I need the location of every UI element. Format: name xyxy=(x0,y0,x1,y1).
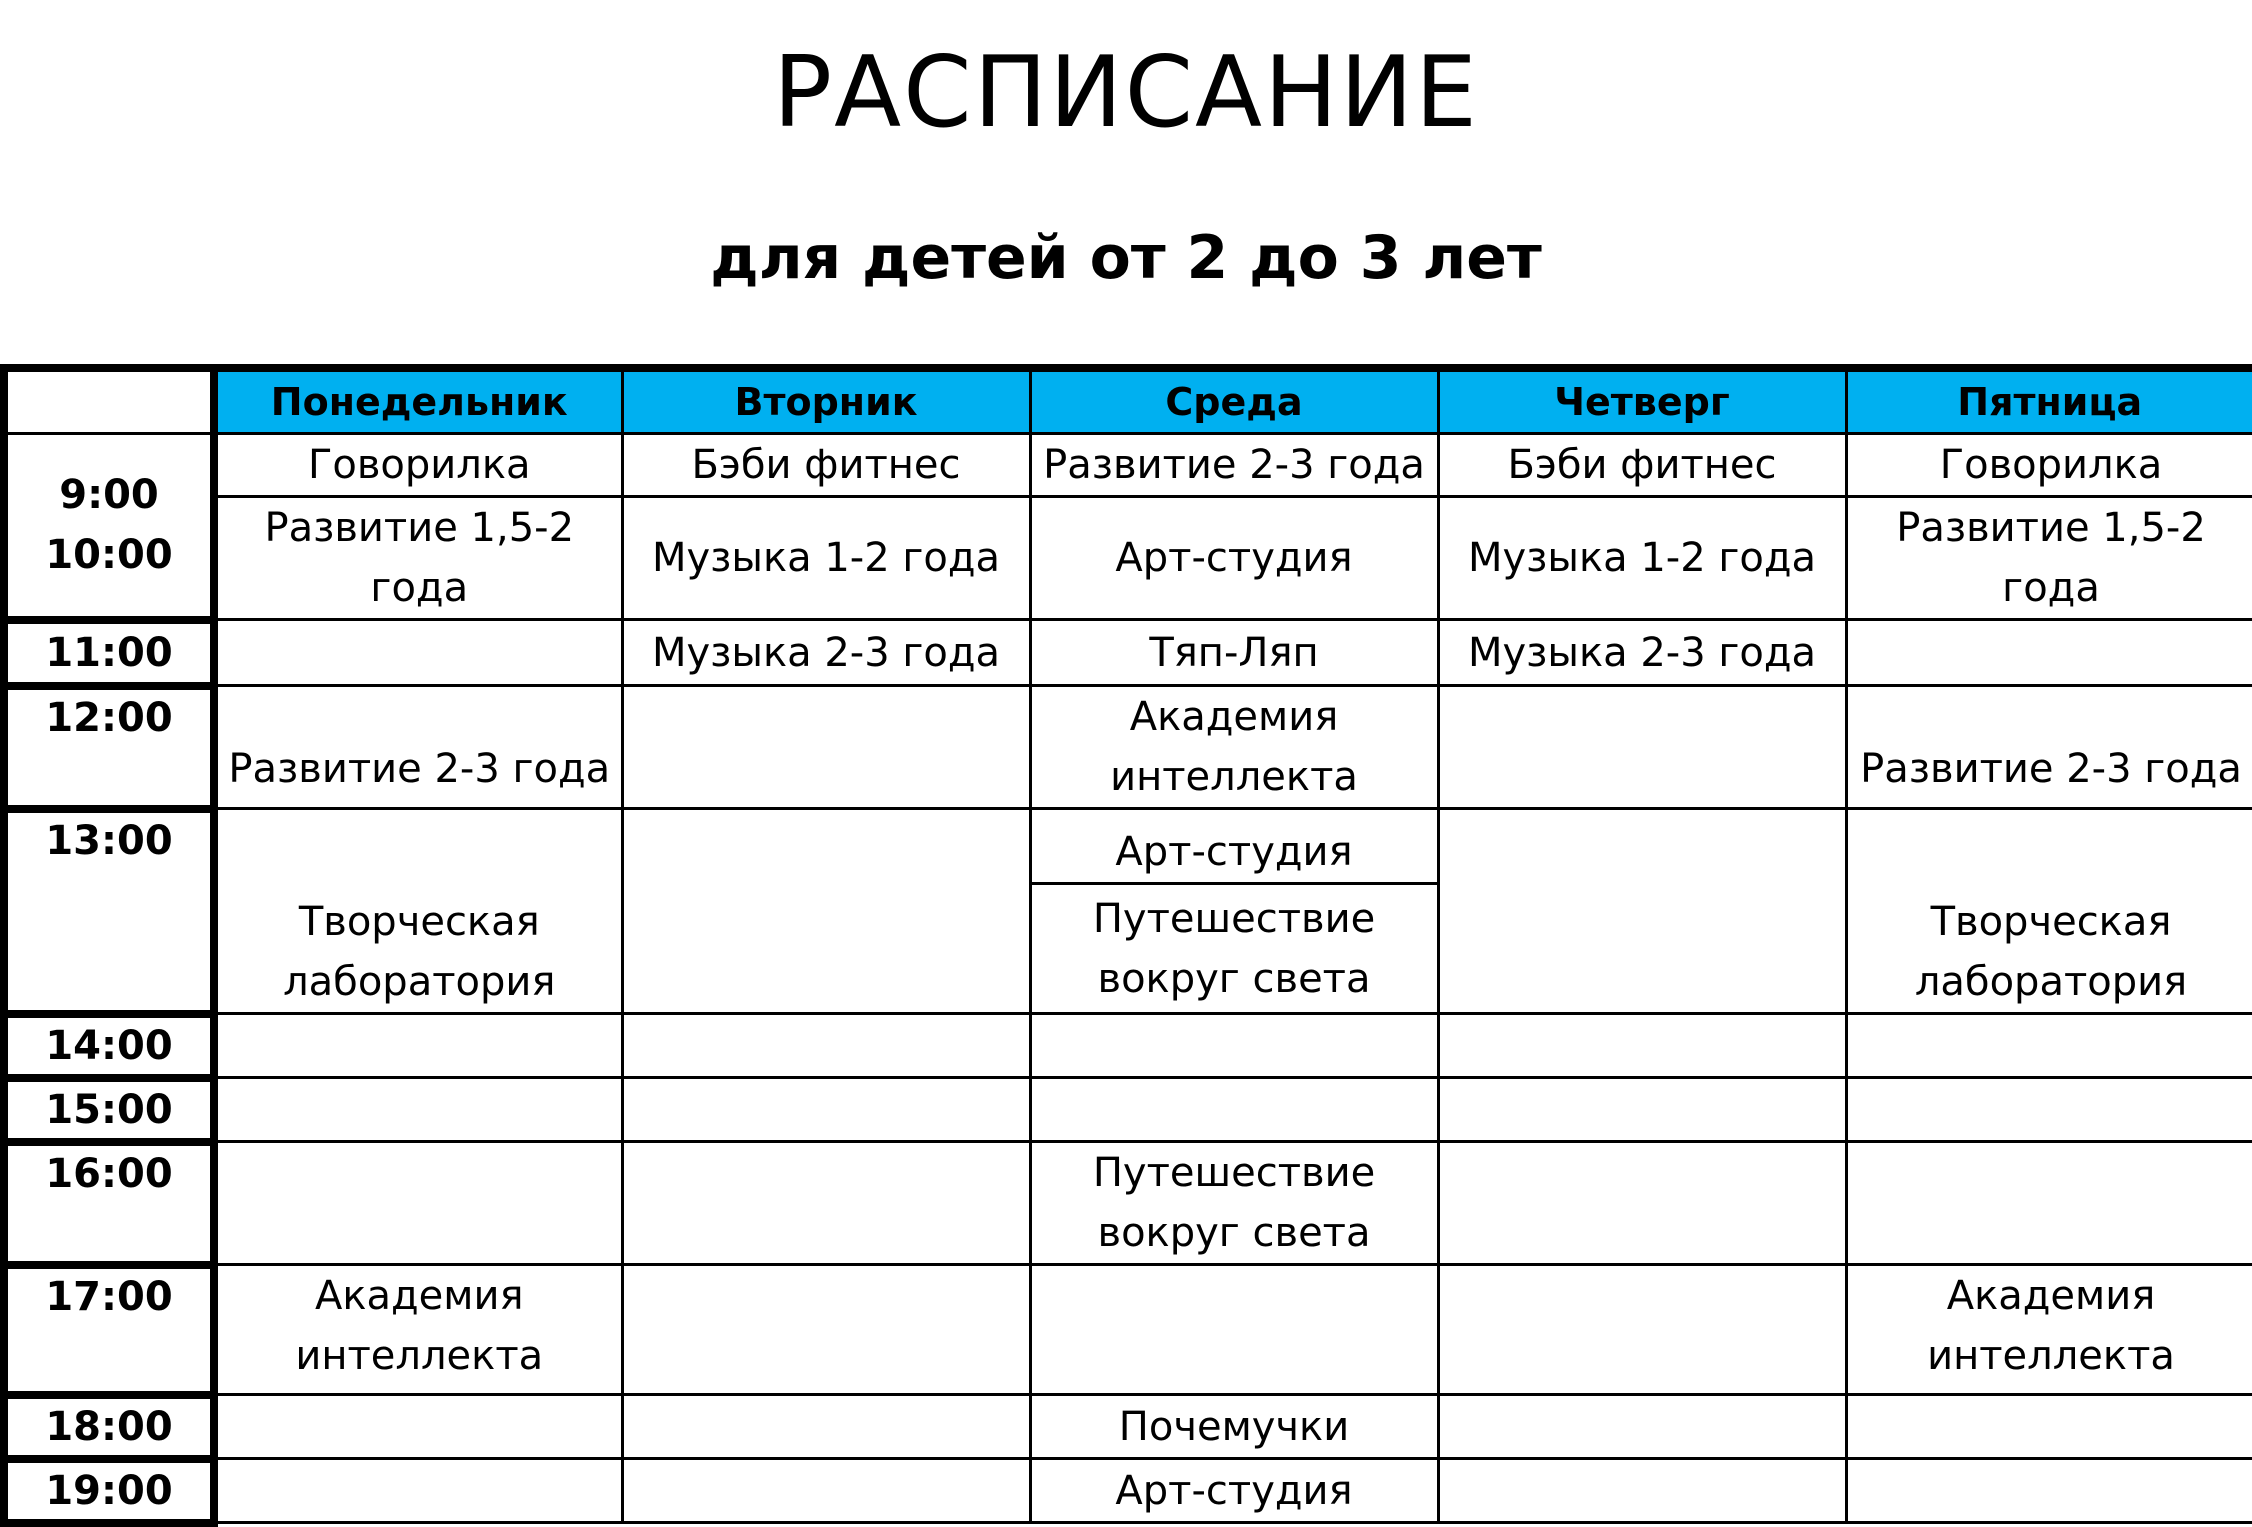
cell-wed-1300 xyxy=(1030,809,1438,1014)
cell-mon-0900: Говорилка xyxy=(214,434,622,497)
cell-line: Путешествие xyxy=(1093,889,1375,949)
table-row xyxy=(4,1459,2252,1523)
page-title: РАСПИСАНИЕ xyxy=(0,38,2252,148)
cell-mon-1100 xyxy=(214,620,622,686)
cell-tue-1400 xyxy=(622,1014,1030,1078)
cell-wed-1700 xyxy=(1030,1265,1438,1395)
time-cell-1700: 17:00 xyxy=(4,1265,214,1395)
time-label: 9:00 xyxy=(8,465,210,525)
cell-split xyxy=(1032,810,1437,1012)
schedule-table xyxy=(0,364,2252,1527)
cell-wed-1800: Почемучки xyxy=(1030,1395,1438,1459)
time-cell-0900-1000 xyxy=(4,434,214,620)
cell-wed-1900: Арт-студия xyxy=(1030,1459,1438,1523)
time-cell-1400: 14:00 xyxy=(4,1014,214,1078)
cell-mon-1900 xyxy=(214,1459,622,1523)
table-row xyxy=(4,1078,2252,1142)
cell-fri-1200: Развитие 2-3 года xyxy=(1846,686,2252,809)
cell-mon-1800 xyxy=(214,1395,622,1459)
cell-fri-1600 xyxy=(1846,1142,2252,1265)
cell-thu-1200 xyxy=(1438,686,1846,809)
cell-fri-1000: Развитие 1,5-2 года xyxy=(1846,497,2252,620)
table-row xyxy=(4,809,2252,1014)
cell-fri-0900: Говорилка xyxy=(1846,434,2252,497)
cell-line: Академия xyxy=(218,1266,621,1326)
day-header-monday: Понедельник xyxy=(214,368,622,434)
cell-fri-1500 xyxy=(1846,1078,2252,1142)
cell-mon-1400 xyxy=(214,1014,622,1078)
day-header-friday: Пятница xyxy=(1846,368,2252,434)
cell-fri-1900 xyxy=(1846,1459,2252,1523)
cell-fri-1300 xyxy=(1846,809,2252,1014)
cell-thu-1800 xyxy=(1438,1395,1846,1459)
day-header-wednesday: Среда xyxy=(1030,368,1438,434)
header-row xyxy=(4,368,2252,434)
cell-tue-1500 xyxy=(622,1078,1030,1142)
time-cell-1300: 13:00 xyxy=(4,809,214,1014)
cell-mon-1000: Развитие 1,5-2 года xyxy=(214,497,622,620)
cell-fri-1800 xyxy=(1846,1395,2252,1459)
time-label: 10:00 xyxy=(8,525,210,585)
cell-tue-1100: Музыка 2-3 года xyxy=(622,620,1030,686)
page-subtitle: для детей от 2 до 3 лет xyxy=(0,218,2252,298)
cell-wed-1000: Арт-студия xyxy=(1030,497,1438,620)
cell-line: Творческая xyxy=(1848,892,2252,952)
cell-mon-1700 xyxy=(214,1265,622,1395)
cell-wed-1400 xyxy=(1030,1014,1438,1078)
cell-tue-0900: Бэби фитнес xyxy=(622,434,1030,497)
cell-fri-1700 xyxy=(1846,1265,2252,1395)
cell-thu-1500 xyxy=(1438,1078,1846,1142)
cell-line: лаборатория xyxy=(1848,952,2252,1012)
cell-line: интеллекта xyxy=(1848,1326,2252,1386)
cell-line: Академия xyxy=(1032,687,1437,747)
cell-mon-1300 xyxy=(214,809,622,1014)
day-header-tuesday: Вторник xyxy=(622,368,1030,434)
cell-lower xyxy=(1032,882,1437,1012)
cell-tue-1900 xyxy=(622,1459,1030,1523)
table-row xyxy=(4,1265,2252,1395)
cell-tue-1600 xyxy=(622,1142,1030,1265)
table-row xyxy=(4,434,2252,497)
cell-thu-1100: Музыка 2-3 года xyxy=(1438,620,1846,686)
cell-tue-1300 xyxy=(622,809,1030,1014)
cell-line: лаборатория xyxy=(218,952,621,1012)
cell-wed-1500 xyxy=(1030,1078,1438,1142)
cell-tue-1000: Музыка 1-2 года xyxy=(622,497,1030,620)
cell-line: Академия xyxy=(1848,1266,2252,1326)
cell-thu-1300 xyxy=(1438,809,1846,1014)
table-row xyxy=(4,497,2252,620)
cell-line: Творческая xyxy=(218,892,621,952)
table-row xyxy=(4,620,2252,686)
time-cell-1200: 12:00 xyxy=(4,686,214,809)
corner-cell xyxy=(4,368,214,434)
cell-wed-1100: Тяп-Ляп xyxy=(1030,620,1438,686)
cell-mon-1500 xyxy=(214,1078,622,1142)
cell-line: интеллекта xyxy=(1032,747,1437,807)
cell-thu-1700 xyxy=(1438,1265,1846,1395)
cell-thu-1900 xyxy=(1438,1459,1846,1523)
cell-thu-1400 xyxy=(1438,1014,1846,1078)
cell-fri-1400 xyxy=(1846,1014,2252,1078)
cell-line: интеллекта xyxy=(218,1326,621,1386)
day-header-thursday: Четверг xyxy=(1438,368,1846,434)
cell-wed-0900: Развитие 2-3 года xyxy=(1030,434,1438,497)
cell-wed-1600 xyxy=(1030,1142,1438,1265)
table-row xyxy=(4,1395,2252,1459)
cell-fri-1100 xyxy=(1846,620,2252,686)
cell-thu-1000: Музыка 1-2 года xyxy=(1438,497,1846,620)
cell-line: Путешествие xyxy=(1032,1143,1437,1203)
cell-thu-0900: Бэби фитнес xyxy=(1438,434,1846,497)
time-cell-1500: 15:00 xyxy=(4,1078,214,1142)
time-cell-1900: 19:00 xyxy=(4,1459,214,1523)
cell-line: вокруг света xyxy=(1032,1203,1437,1263)
cell-tue-1700 xyxy=(622,1265,1030,1395)
cell-tue-1800 xyxy=(622,1395,1030,1459)
table-row xyxy=(4,686,2252,809)
cell-mon-1600 xyxy=(214,1142,622,1265)
cell-wed-1200 xyxy=(1030,686,1438,809)
time-cell-1100: 11:00 xyxy=(4,620,214,686)
cell-thu-1600 xyxy=(1438,1142,1846,1265)
time-cell-1600: 16:00 xyxy=(4,1142,214,1265)
cell-line: вокруг света xyxy=(1098,949,1371,1009)
time-cell-1800: 18:00 xyxy=(4,1395,214,1459)
cell-upper: Арт-студия xyxy=(1032,810,1437,882)
table-row xyxy=(4,1014,2252,1078)
table-row xyxy=(4,1142,2252,1265)
cell-tue-1200 xyxy=(622,686,1030,809)
cell-mon-1200: Развитие 2-3 года xyxy=(214,686,622,809)
